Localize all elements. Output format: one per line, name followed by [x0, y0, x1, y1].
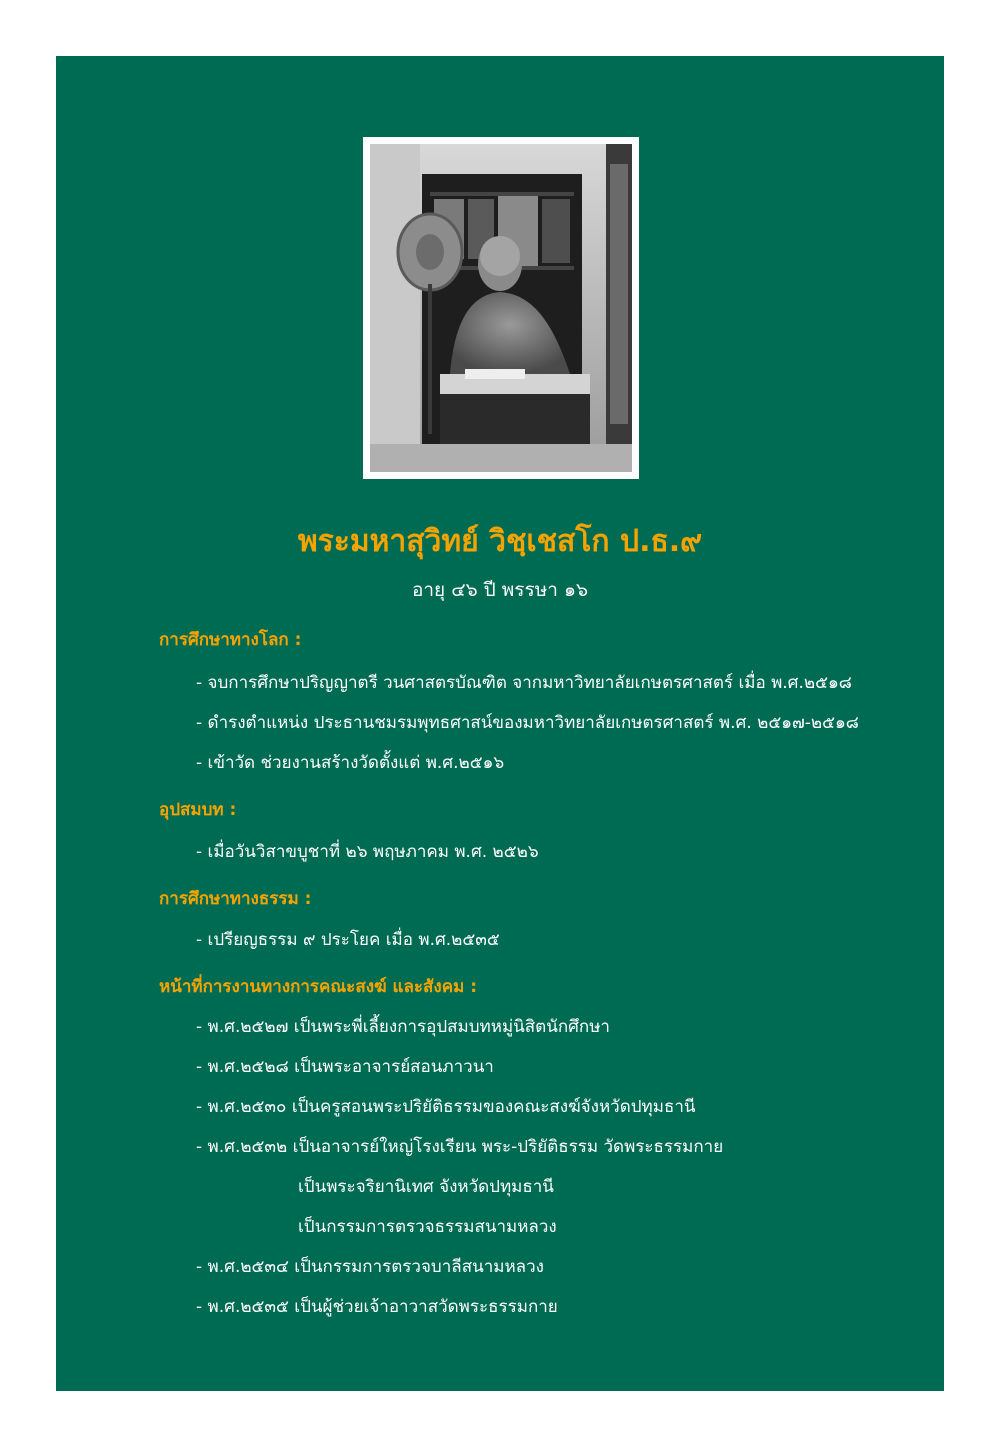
- list-item: - พ.ศ.๒๕๓๔ เป็นกรรมการตรวจบาลีสนามหลวง: [196, 1257, 544, 1277]
- list-item: - ดำรงตำแหน่ง ประธานชมรมพุทธศาสน์ของมหาวิทยาลัยเกษตรศาสตร์ พ.ศ. ๒๕๑๗-๒๕๑๘: [196, 713, 859, 733]
- photo-drawing: [370, 144, 632, 472]
- heading-dhamma-education: การศึกษาทางธรรม :: [159, 889, 312, 909]
- list-item: - เข้าวัด ช่วยงานสร้างวัดตั้งแต่ พ.ศ.๒๕๑๖: [196, 753, 505, 773]
- list-item-continued: เป็นกรรมการตรวจธรรมสนามหลวง: [298, 1217, 557, 1237]
- heading-ordination: อุปสมบท :: [159, 800, 237, 820]
- list-item: - พ.ศ.๒๕๓๒ เป็นอาจารย์ใหญ่โรงเรียน พระ-ปริยัติธรรม วัดพระธรรมกาย: [196, 1137, 724, 1157]
- list-item: - พ.ศ.๒๕๒๘ เป็นพระอาจารย์สอนภาวนา: [196, 1057, 494, 1077]
- page-title: พระมหาสุวิทย์ วิชฺเชสโก ป.ธ.๙: [297, 524, 703, 559]
- monk-portrait-photo: [370, 144, 632, 472]
- list-item: - เปรียญธรรม ๙ ประโยค เมื่อ พ.ศ.๒๕๓๕: [196, 930, 500, 950]
- heading-duties: หน้าที่การงานทางการคณะสงฆ์ และสังคม :: [159, 977, 478, 997]
- list-item: - พ.ศ.๒๕๓๐ เป็นครูสอนพระปริยัติธรรมของคณะสงฆ์จังหวัดปทุมธานี: [196, 1097, 696, 1117]
- photo-frame: [363, 137, 639, 479]
- heading-secular-education: การศึกษาทางโลก :: [159, 630, 302, 650]
- age-line: อายุ ๔๖ ปี พรรษา ๑๖: [411, 579, 589, 601]
- list-item: - จบการศึกษาปริญญาตรี วนศาสตรบัณฑิต จากมหาวิทยาลัยเกษตรศาสตร์ เมื่อ พ.ศ.๒๕๑๘: [196, 673, 852, 693]
- list-item: - พ.ศ.๒๕๒๗ เป็นพระพี่เลี้ยงการอุปสมบทหมู่นิสิตนักศึกษา: [196, 1017, 610, 1037]
- list-item: - พ.ศ.๒๕๓๕ เป็นผู้ช่วยเจ้าอาวาสวัดพระธรรมกาย: [196, 1297, 558, 1317]
- green-panel: [56, 56, 944, 1391]
- list-item-continued: เป็นพระจริยานิเทศ จังหวัดปทุมธานี: [298, 1177, 554, 1197]
- list-item: - เมื่อวันวิสาขบูชาที่ ๒๖ พฤษภาคม พ.ศ. ๒๕๒๖: [196, 842, 539, 862]
